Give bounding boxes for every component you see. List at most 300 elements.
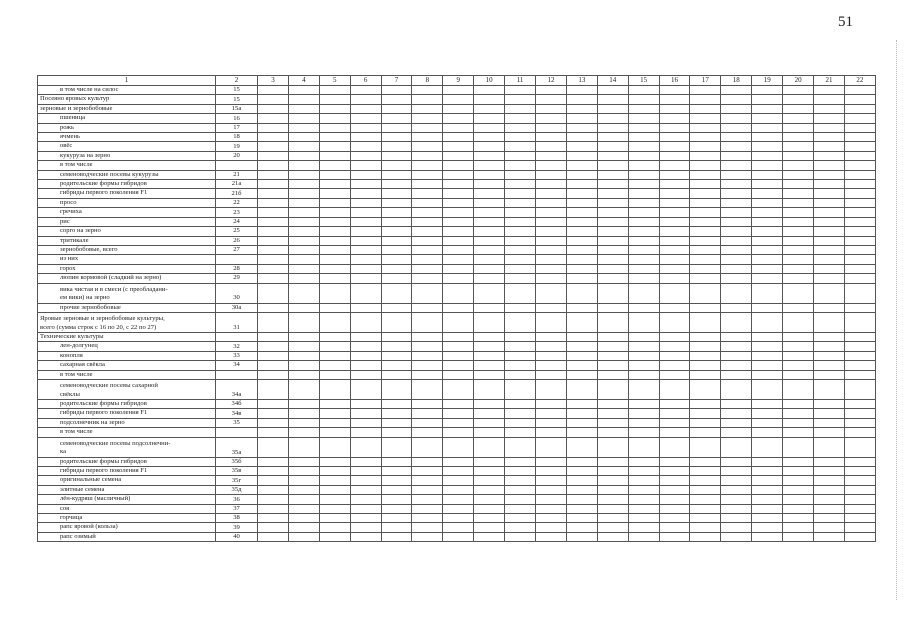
- data-cell[interactable]: [319, 514, 350, 523]
- data-cell[interactable]: [814, 86, 845, 95]
- data-cell[interactable]: [443, 227, 474, 236]
- data-cell[interactable]: [474, 283, 505, 303]
- data-cell[interactable]: [288, 227, 319, 236]
- data-cell[interactable]: [474, 428, 505, 437]
- data-cell[interactable]: [412, 342, 443, 351]
- data-cell[interactable]: [443, 161, 474, 170]
- data-cell[interactable]: [319, 133, 350, 142]
- data-cell[interactable]: [443, 189, 474, 198]
- data-cell[interactable]: [258, 217, 289, 226]
- data-cell[interactable]: [505, 217, 536, 226]
- data-cell[interactable]: [752, 332, 783, 341]
- data-cell[interactable]: [783, 142, 814, 151]
- data-cell[interactable]: [721, 361, 752, 370]
- data-cell[interactable]: [536, 264, 567, 273]
- data-cell[interactable]: [783, 123, 814, 132]
- data-cell[interactable]: [783, 504, 814, 513]
- data-cell[interactable]: [844, 312, 875, 332]
- data-cell[interactable]: [844, 342, 875, 351]
- data-cell[interactable]: [412, 236, 443, 245]
- data-cell[interactable]: [690, 437, 721, 457]
- data-cell[interactable]: [597, 467, 628, 476]
- data-cell[interactable]: [597, 504, 628, 513]
- data-cell[interactable]: [721, 208, 752, 217]
- data-cell[interactable]: [288, 264, 319, 273]
- data-cell[interactable]: [566, 399, 597, 408]
- data-cell[interactable]: [566, 198, 597, 207]
- data-cell[interactable]: [844, 142, 875, 151]
- data-cell[interactable]: [474, 189, 505, 198]
- data-cell[interactable]: [814, 189, 845, 198]
- data-cell[interactable]: [505, 95, 536, 104]
- data-cell[interactable]: [288, 217, 319, 226]
- data-cell[interactable]: [536, 370, 567, 379]
- data-cell[interactable]: [690, 255, 721, 264]
- data-cell[interactable]: [536, 351, 567, 360]
- data-cell[interactable]: [721, 370, 752, 379]
- data-cell[interactable]: [721, 428, 752, 437]
- data-cell[interactable]: [443, 467, 474, 476]
- data-cell[interactable]: [412, 142, 443, 151]
- data-cell[interactable]: [319, 264, 350, 273]
- data-cell[interactable]: [628, 361, 659, 370]
- data-cell[interactable]: [505, 485, 536, 494]
- data-cell[interactable]: [381, 428, 412, 437]
- data-cell[interactable]: [536, 151, 567, 160]
- data-cell[interactable]: [443, 217, 474, 226]
- data-cell[interactable]: [258, 361, 289, 370]
- data-cell[interactable]: [258, 236, 289, 245]
- data-cell[interactable]: [288, 104, 319, 113]
- data-cell[interactable]: [628, 161, 659, 170]
- data-cell[interactable]: [721, 180, 752, 189]
- data-cell[interactable]: [443, 236, 474, 245]
- data-cell[interactable]: [659, 274, 690, 283]
- data-cell[interactable]: [381, 514, 412, 523]
- data-cell[interactable]: [597, 332, 628, 341]
- data-cell[interactable]: [659, 208, 690, 217]
- data-cell[interactable]: [721, 255, 752, 264]
- data-cell[interactable]: [783, 523, 814, 532]
- data-cell[interactable]: [443, 437, 474, 457]
- data-cell[interactable]: [721, 227, 752, 236]
- data-cell[interactable]: [443, 332, 474, 341]
- data-cell[interactable]: [783, 245, 814, 254]
- data-cell[interactable]: [721, 189, 752, 198]
- data-cell[interactable]: [752, 351, 783, 360]
- data-cell[interactable]: [536, 133, 567, 142]
- data-cell[interactable]: [443, 418, 474, 427]
- data-cell[interactable]: [597, 189, 628, 198]
- data-cell[interactable]: [319, 217, 350, 226]
- data-cell[interactable]: [258, 123, 289, 132]
- data-cell[interactable]: [350, 245, 381, 254]
- data-cell[interactable]: [628, 283, 659, 303]
- data-cell[interactable]: [814, 467, 845, 476]
- data-cell[interactable]: [319, 428, 350, 437]
- data-cell[interactable]: [844, 236, 875, 245]
- data-cell[interactable]: [844, 428, 875, 437]
- data-cell[interactable]: [474, 342, 505, 351]
- data-cell[interactable]: [381, 133, 412, 142]
- data-cell[interactable]: [814, 514, 845, 523]
- data-cell[interactable]: [659, 409, 690, 418]
- data-cell[interactable]: [350, 303, 381, 312]
- data-cell[interactable]: [659, 86, 690, 95]
- data-cell[interactable]: [443, 476, 474, 485]
- data-cell[interactable]: [783, 379, 814, 399]
- data-cell[interactable]: [443, 379, 474, 399]
- data-cell[interactable]: [350, 283, 381, 303]
- data-cell[interactable]: [814, 428, 845, 437]
- data-cell[interactable]: [381, 303, 412, 312]
- data-cell[interactable]: [381, 437, 412, 457]
- data-cell[interactable]: [258, 180, 289, 189]
- data-cell[interactable]: [319, 409, 350, 418]
- data-cell[interactable]: [659, 255, 690, 264]
- data-cell[interactable]: [844, 198, 875, 207]
- data-cell[interactable]: [721, 104, 752, 113]
- data-cell[interactable]: [474, 361, 505, 370]
- data-cell[interactable]: [319, 399, 350, 408]
- data-cell[interactable]: [350, 476, 381, 485]
- data-cell[interactable]: [319, 361, 350, 370]
- data-cell[interactable]: [288, 332, 319, 341]
- data-cell[interactable]: [381, 312, 412, 332]
- data-cell[interactable]: [288, 379, 319, 399]
- data-cell[interactable]: [597, 133, 628, 142]
- data-cell[interactable]: [505, 457, 536, 466]
- data-cell[interactable]: [412, 86, 443, 95]
- data-cell[interactable]: [844, 457, 875, 466]
- data-cell[interactable]: [721, 409, 752, 418]
- data-cell[interactable]: [505, 255, 536, 264]
- data-cell[interactable]: [844, 264, 875, 273]
- data-cell[interactable]: [505, 104, 536, 113]
- data-cell[interactable]: [443, 245, 474, 254]
- data-cell[interactable]: [443, 142, 474, 151]
- data-cell[interactable]: [505, 370, 536, 379]
- data-cell[interactable]: [721, 264, 752, 273]
- data-cell[interactable]: [814, 476, 845, 485]
- data-cell[interactable]: [258, 189, 289, 198]
- data-cell[interactable]: [814, 236, 845, 245]
- data-cell[interactable]: [844, 495, 875, 504]
- data-cell[interactable]: [536, 161, 567, 170]
- data-cell[interactable]: [258, 170, 289, 179]
- data-cell[interactable]: [752, 236, 783, 245]
- data-cell[interactable]: [505, 342, 536, 351]
- data-cell[interactable]: [505, 283, 536, 303]
- data-cell[interactable]: [721, 312, 752, 332]
- data-cell[interactable]: [844, 123, 875, 132]
- data-cell[interactable]: [752, 180, 783, 189]
- data-cell[interactable]: [752, 217, 783, 226]
- data-cell[interactable]: [597, 180, 628, 189]
- data-cell[interactable]: [288, 208, 319, 217]
- data-cell[interactable]: [659, 467, 690, 476]
- data-cell[interactable]: [412, 467, 443, 476]
- data-cell[interactable]: [814, 161, 845, 170]
- data-cell[interactable]: [844, 467, 875, 476]
- data-cell[interactable]: [844, 217, 875, 226]
- data-cell[interactable]: [721, 217, 752, 226]
- data-cell[interactable]: [752, 104, 783, 113]
- data-cell[interactable]: [319, 274, 350, 283]
- data-cell[interactable]: [319, 303, 350, 312]
- data-cell[interactable]: [505, 236, 536, 245]
- data-cell[interactable]: [319, 198, 350, 207]
- data-cell[interactable]: [783, 274, 814, 283]
- data-cell[interactable]: [443, 264, 474, 273]
- data-cell[interactable]: [814, 523, 845, 532]
- data-cell[interactable]: [844, 485, 875, 494]
- data-cell[interactable]: [258, 379, 289, 399]
- data-cell[interactable]: [597, 123, 628, 132]
- data-cell[interactable]: [258, 303, 289, 312]
- data-cell[interactable]: [690, 104, 721, 113]
- data-cell[interactable]: [381, 227, 412, 236]
- data-cell[interactable]: [721, 161, 752, 170]
- data-cell[interactable]: [474, 532, 505, 541]
- data-cell[interactable]: [412, 227, 443, 236]
- data-cell[interactable]: [814, 379, 845, 399]
- data-cell[interactable]: [783, 437, 814, 457]
- data-cell[interactable]: [412, 379, 443, 399]
- data-cell[interactable]: [814, 399, 845, 408]
- data-cell[interactable]: [443, 457, 474, 466]
- data-cell[interactable]: [659, 217, 690, 226]
- data-cell[interactable]: [752, 227, 783, 236]
- data-cell[interactable]: [536, 332, 567, 341]
- data-cell[interactable]: [597, 264, 628, 273]
- data-cell[interactable]: [628, 255, 659, 264]
- data-cell[interactable]: [721, 467, 752, 476]
- data-cell[interactable]: [752, 283, 783, 303]
- data-cell[interactable]: [412, 361, 443, 370]
- data-cell[interactable]: [288, 198, 319, 207]
- data-cell[interactable]: [752, 303, 783, 312]
- data-cell[interactable]: [536, 283, 567, 303]
- data-cell[interactable]: [258, 418, 289, 427]
- data-cell[interactable]: [597, 170, 628, 179]
- data-cell[interactable]: [690, 227, 721, 236]
- data-cell[interactable]: [381, 283, 412, 303]
- data-cell[interactable]: [783, 428, 814, 437]
- data-cell[interactable]: [597, 379, 628, 399]
- data-cell[interactable]: [659, 418, 690, 427]
- data-cell[interactable]: [659, 227, 690, 236]
- data-cell[interactable]: [844, 114, 875, 123]
- data-cell[interactable]: [690, 523, 721, 532]
- data-cell[interactable]: [412, 283, 443, 303]
- data-cell[interactable]: [412, 303, 443, 312]
- data-cell[interactable]: [690, 418, 721, 427]
- data-cell[interactable]: [350, 161, 381, 170]
- data-cell[interactable]: [752, 523, 783, 532]
- data-cell[interactable]: [659, 351, 690, 360]
- data-cell[interactable]: [319, 170, 350, 179]
- data-cell[interactable]: [597, 151, 628, 160]
- data-cell[interactable]: [659, 236, 690, 245]
- data-cell[interactable]: [628, 495, 659, 504]
- data-cell[interactable]: [566, 255, 597, 264]
- data-cell[interactable]: [597, 274, 628, 283]
- data-cell[interactable]: [350, 236, 381, 245]
- data-cell[interactable]: [690, 245, 721, 254]
- data-cell[interactable]: [381, 123, 412, 132]
- data-cell[interactable]: [628, 514, 659, 523]
- data-cell[interactable]: [783, 514, 814, 523]
- data-cell[interactable]: [628, 227, 659, 236]
- data-cell[interactable]: [783, 86, 814, 95]
- data-cell[interactable]: [628, 170, 659, 179]
- data-cell[interactable]: [258, 351, 289, 360]
- data-cell[interactable]: [721, 495, 752, 504]
- data-cell[interactable]: [505, 332, 536, 341]
- data-cell[interactable]: [474, 133, 505, 142]
- data-cell[interactable]: [319, 370, 350, 379]
- data-cell[interactable]: [752, 514, 783, 523]
- data-cell[interactable]: [721, 95, 752, 104]
- data-cell[interactable]: [597, 86, 628, 95]
- data-cell[interactable]: [628, 351, 659, 360]
- data-cell[interactable]: [288, 114, 319, 123]
- data-cell[interactable]: [474, 217, 505, 226]
- data-cell[interactable]: [783, 399, 814, 408]
- data-cell[interactable]: [474, 180, 505, 189]
- data-cell[interactable]: [505, 180, 536, 189]
- data-cell[interactable]: [628, 86, 659, 95]
- data-cell[interactable]: [752, 114, 783, 123]
- data-cell[interactable]: [566, 303, 597, 312]
- data-cell[interactable]: [659, 514, 690, 523]
- data-cell[interactable]: [381, 264, 412, 273]
- data-cell[interactable]: [690, 312, 721, 332]
- data-cell[interactable]: [814, 437, 845, 457]
- data-cell[interactable]: [721, 476, 752, 485]
- data-cell[interactable]: [288, 86, 319, 95]
- data-cell[interactable]: [288, 312, 319, 332]
- data-cell[interactable]: [566, 485, 597, 494]
- data-cell[interactable]: [381, 399, 412, 408]
- data-cell[interactable]: [505, 532, 536, 541]
- data-cell[interactable]: [628, 208, 659, 217]
- data-cell[interactable]: [566, 312, 597, 332]
- data-cell[interactable]: [783, 495, 814, 504]
- data-cell[interactable]: [412, 245, 443, 254]
- data-cell[interactable]: [814, 104, 845, 113]
- data-cell[interactable]: [597, 342, 628, 351]
- data-cell[interactable]: [319, 114, 350, 123]
- data-cell[interactable]: [566, 245, 597, 254]
- data-cell[interactable]: [659, 495, 690, 504]
- data-cell[interactable]: [536, 399, 567, 408]
- data-cell[interactable]: [474, 495, 505, 504]
- data-cell[interactable]: [659, 283, 690, 303]
- data-cell[interactable]: [443, 151, 474, 160]
- data-cell[interactable]: [597, 437, 628, 457]
- data-cell[interactable]: [319, 86, 350, 95]
- data-cell[interactable]: [474, 198, 505, 207]
- data-cell[interactable]: [258, 399, 289, 408]
- data-cell[interactable]: [566, 361, 597, 370]
- data-cell[interactable]: [505, 504, 536, 513]
- data-cell[interactable]: [628, 476, 659, 485]
- data-cell[interactable]: [566, 123, 597, 132]
- data-cell[interactable]: [381, 198, 412, 207]
- data-cell[interactable]: [752, 312, 783, 332]
- data-cell[interactable]: [597, 161, 628, 170]
- data-cell[interactable]: [690, 274, 721, 283]
- data-cell[interactable]: [659, 476, 690, 485]
- data-cell[interactable]: [783, 264, 814, 273]
- data-cell[interactable]: [474, 467, 505, 476]
- data-cell[interactable]: [258, 370, 289, 379]
- data-cell[interactable]: [814, 274, 845, 283]
- data-cell[interactable]: [814, 227, 845, 236]
- data-cell[interactable]: [350, 332, 381, 341]
- data-cell[interactable]: [752, 161, 783, 170]
- data-cell[interactable]: [258, 332, 289, 341]
- data-cell[interactable]: [690, 95, 721, 104]
- data-cell[interactable]: [350, 467, 381, 476]
- data-cell[interactable]: [536, 303, 567, 312]
- data-cell[interactable]: [814, 114, 845, 123]
- data-cell[interactable]: [412, 104, 443, 113]
- data-cell[interactable]: [814, 485, 845, 494]
- data-cell[interactable]: [690, 399, 721, 408]
- data-cell[interactable]: [258, 151, 289, 160]
- data-cell[interactable]: [721, 437, 752, 457]
- data-cell[interactable]: [659, 379, 690, 399]
- data-cell[interactable]: [814, 332, 845, 341]
- data-cell[interactable]: [258, 198, 289, 207]
- data-cell[interactable]: [597, 523, 628, 532]
- data-cell[interactable]: [690, 409, 721, 418]
- data-cell[interactable]: [597, 283, 628, 303]
- data-cell[interactable]: [319, 457, 350, 466]
- data-cell[interactable]: [288, 351, 319, 360]
- data-cell[interactable]: [381, 523, 412, 532]
- data-cell[interactable]: [288, 274, 319, 283]
- data-cell[interactable]: [752, 189, 783, 198]
- data-cell[interactable]: [814, 457, 845, 466]
- data-cell[interactable]: [474, 86, 505, 95]
- data-cell[interactable]: [536, 198, 567, 207]
- data-cell[interactable]: [381, 361, 412, 370]
- data-cell[interactable]: [258, 523, 289, 532]
- data-cell[interactable]: [752, 504, 783, 513]
- data-cell[interactable]: [659, 142, 690, 151]
- data-cell[interactable]: [659, 532, 690, 541]
- data-cell[interactable]: [536, 428, 567, 437]
- data-cell[interactable]: [258, 283, 289, 303]
- data-cell[interactable]: [721, 418, 752, 427]
- data-cell[interactable]: [381, 236, 412, 245]
- data-cell[interactable]: [258, 428, 289, 437]
- data-cell[interactable]: [690, 467, 721, 476]
- data-cell[interactable]: [536, 457, 567, 466]
- data-cell[interactable]: [258, 161, 289, 170]
- data-cell[interactable]: [412, 495, 443, 504]
- data-cell[interactable]: [350, 532, 381, 541]
- data-cell[interactable]: [752, 457, 783, 466]
- data-cell[interactable]: [690, 114, 721, 123]
- data-cell[interactable]: [597, 104, 628, 113]
- data-cell[interactable]: [597, 418, 628, 427]
- data-cell[interactable]: [844, 379, 875, 399]
